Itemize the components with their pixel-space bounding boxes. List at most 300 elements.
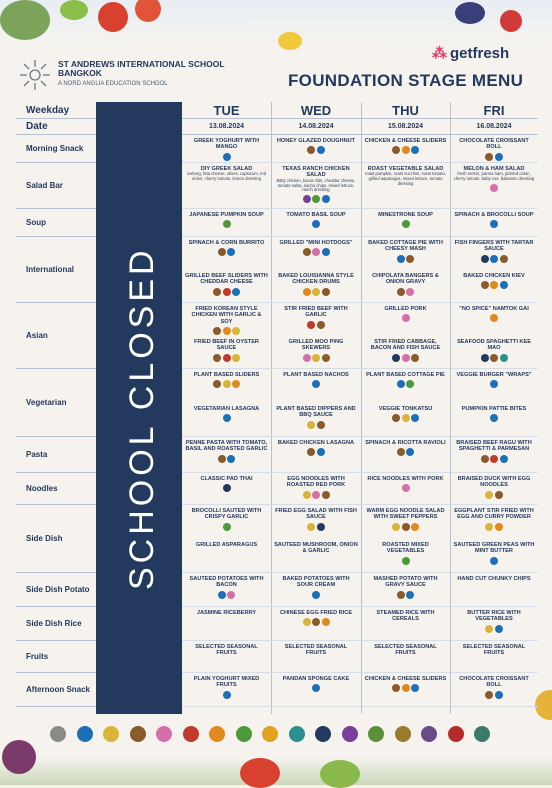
blue-allergen-icon <box>490 380 498 388</box>
menu-item-name: PLAIN YOGHURT MIXED FRUITS <box>193 676 260 689</box>
menu-item-description: BBQ chicken, bacon bits, cheddar cheese, tomato salsa, nacho chips, mixed lettuce, ranch dressing <box>276 177 356 193</box>
menu-item-name: SPINACH & BROCOLLI SOUP <box>454 212 534 218</box>
brown-allergen-icon <box>312 618 320 626</box>
menu-item <box>274 273 358 302</box>
weekday-label: Weekday <box>16 102 96 119</box>
allergen-icons <box>453 281 535 289</box>
allergen-icons <box>364 146 447 154</box>
blue-allergen-icon <box>406 448 414 456</box>
menu-item-name: GRILLED PORK <box>384 306 427 312</box>
allergen-icons <box>274 220 358 228</box>
blue-allergen-icon <box>490 220 498 228</box>
blue-allergen-icon <box>218 591 226 599</box>
menu-item-name: MASHED POTATO WITH GRAVY SAUCE <box>373 576 438 589</box>
yellow-allergen-icon <box>223 380 231 388</box>
mustard-icon <box>395 726 411 742</box>
menu-item <box>364 476 447 504</box>
date-wed: 14.08.2024 <box>271 119 361 135</box>
menu-item <box>185 406 268 436</box>
menu-item <box>185 339 268 368</box>
menu-item <box>364 610 447 640</box>
row-divider <box>182 302 538 303</box>
allergen-icons <box>274 321 358 329</box>
orange-allergen-icon <box>232 380 240 388</box>
blue-allergen-icon <box>490 414 498 422</box>
school-subtitle: A NORD ANGLIA EDUCATION SCHOOL <box>58 81 168 87</box>
menu-item <box>364 240 447 269</box>
menu-item-name: JASMINE RICEBERRY <box>196 610 257 616</box>
allergen-icons <box>453 523 535 531</box>
day-header-wed: WED <box>271 102 361 119</box>
menu-item-name: ROASTED MIXED VEGETABLES <box>382 542 429 555</box>
allergen-icons <box>274 288 358 296</box>
brown-allergen-icon <box>213 380 221 388</box>
menu-item <box>185 138 268 162</box>
row-divider <box>182 672 538 673</box>
allergen-icons <box>453 255 535 263</box>
menu-item-name: BAKED CHICKEN KIEV <box>463 273 525 279</box>
menu-item <box>453 576 535 606</box>
allergen-icons <box>453 491 535 499</box>
orange-allergen-icon <box>490 314 498 322</box>
yellow-allergen-icon <box>307 523 315 531</box>
allergen-icons <box>274 380 358 388</box>
allergen-icons <box>453 414 535 422</box>
brown-allergen-icon <box>411 354 419 362</box>
menu-item <box>364 508 447 538</box>
brown-allergen-icon <box>397 448 405 456</box>
menu-item-name: CHIPOLATA BANGERS & ONION GRAVY <box>372 273 439 286</box>
brown-allergen-icon <box>490 354 498 362</box>
menu-item-name: MELON & HAM SALAD <box>463 166 525 172</box>
yellow-allergen-icon <box>303 618 311 626</box>
menu-item-name: EGGPLANT STIR FRIED WITH EGG AND CURRY POWDER <box>454 508 534 521</box>
row-label: Asian <box>16 303 96 369</box>
menu-item-name: CHICKEN & CHEESE SLIDERS <box>364 138 447 144</box>
menu-item <box>274 138 358 162</box>
menu-item <box>364 644 447 672</box>
allergen-icons <box>364 220 447 228</box>
menu-item-name: CHICKEN & CHEESE SLIDERS <box>364 676 447 682</box>
allergen-icons <box>274 421 358 429</box>
menu-item-name: TEXAS RANCH CHICKEN SALAD <box>282 166 350 179</box>
allergen-icons <box>364 288 447 296</box>
pink-allergen-icon <box>406 288 414 296</box>
lime-decoration <box>60 0 88 20</box>
yellow-allergen-icon <box>312 354 320 362</box>
allergen-icons <box>364 684 447 692</box>
yellow-allergen-icon <box>485 491 493 499</box>
allergen-icons <box>453 354 535 362</box>
orange-allergen-icon <box>322 618 330 626</box>
menu-item-description: iceberg, feta cheese, olives, capsicum, red onion, cherry tomato, lemon dressing <box>186 171 267 182</box>
menu-item-name: BAKED COTTAGE PIE WITH CHEESY MASH <box>368 240 443 253</box>
blue-allergen-icon <box>406 591 414 599</box>
brown-allergen-icon <box>392 414 400 422</box>
menu-item-name: BROCOLLI SAUTED WITH CRISPY GARLIC <box>191 508 262 521</box>
allergen-icons <box>364 591 447 599</box>
row-divider <box>182 606 538 607</box>
blue-allergen-icon <box>232 288 240 296</box>
menu-item <box>185 372 268 402</box>
allergen-icons <box>185 691 268 699</box>
brown-allergen-icon <box>218 455 226 463</box>
blue-allergen-icon <box>317 448 325 456</box>
orange-allergen-icon <box>402 684 410 692</box>
brown-allergen-icon <box>213 327 221 335</box>
date-fri: 16.08.2024 <box>450 119 538 135</box>
allergen-icons <box>274 491 358 499</box>
day-header-thu: THU <box>361 102 450 119</box>
yellow-allergen-icon <box>303 491 311 499</box>
allergen-icons <box>185 354 268 362</box>
purple-allergen-icon <box>303 195 311 203</box>
allergen-icons <box>274 354 358 362</box>
yellow-allergen-icon <box>485 523 493 531</box>
menu-item <box>453 542 535 572</box>
menu-item-name: VEGGIE TONKATSU <box>378 406 433 412</box>
allergen-icons <box>453 691 535 699</box>
menu-item-name: SELECTED SEASONAL FRUITS <box>195 644 258 657</box>
allergen-icons <box>274 248 358 256</box>
blue-allergen-icon <box>411 146 419 154</box>
pork-icon <box>156 726 172 742</box>
row-divider <box>182 504 538 505</box>
red-allergen-icon <box>307 321 315 329</box>
school-closed-label: SCHOOL CLOSED <box>123 246 161 590</box>
brown-allergen-icon <box>485 691 493 699</box>
navy-allergen-icon <box>481 255 489 263</box>
pink-allergen-icon <box>402 354 410 362</box>
allergen-icons <box>364 314 447 322</box>
allergen-icons <box>453 625 535 633</box>
brown-allergen-icon <box>495 491 503 499</box>
allergen-icons <box>274 195 358 203</box>
blue-allergen-icon <box>312 380 320 388</box>
menu-item <box>185 676 268 706</box>
pink-allergen-icon <box>312 248 320 256</box>
brown-allergen-icon <box>397 591 405 599</box>
menu-item-name: MINESTRONE SOUP <box>378 212 433 218</box>
menu-item <box>274 339 358 368</box>
menu-item-name: GRILLED BEEF SLIDERS WITH CHEDDAR CHEESE <box>185 273 268 286</box>
row-label: Noodles <box>16 473 96 505</box>
menu-item-name: TOMATO BASIL SOUP <box>286 212 346 218</box>
allergen-legend <box>50 726 500 752</box>
row-label: Salad Bar <box>16 163 96 209</box>
blue-allergen-icon <box>397 255 405 263</box>
brand-name: getfresh <box>450 45 510 62</box>
menu-item-name: PLANT BASED COTTAGE PIE <box>366 372 445 378</box>
menu-item-name: PLANT BASED SLIDERS <box>193 372 260 378</box>
menu-item-name: PENNE PASTA WITH TOMATO, BASIL AND ROASTED GARLIC <box>185 440 268 453</box>
blue-allergen-icon <box>227 248 235 256</box>
brown-allergen-icon <box>397 288 405 296</box>
brown-allergen-icon <box>317 321 325 329</box>
allergen-icons <box>185 220 268 228</box>
menu-item <box>453 508 535 538</box>
chicken-icon <box>209 726 225 742</box>
menu-item <box>185 576 268 606</box>
brown-allergen-icon <box>500 255 508 263</box>
blue-allergen-icon <box>411 684 419 692</box>
menu-item-name: VEGGIE BURGER "WRAPS" <box>456 372 532 378</box>
menu-item <box>274 610 358 640</box>
allergen-icons <box>364 255 447 263</box>
row-label: International <box>16 237 96 303</box>
wheat-icon <box>130 726 146 742</box>
school-name-line2: BANGKOK <box>58 68 102 78</box>
menu-item-name: GRILLED ASPARAGUS <box>195 542 258 548</box>
menu-item <box>453 676 535 706</box>
menu-item <box>185 542 268 572</box>
allergen-icons <box>185 414 268 422</box>
blue-allergen-icon <box>500 281 508 289</box>
tomatoes-decoration <box>240 758 280 788</box>
date-tue: 13.08.2024 <box>182 119 271 135</box>
shellfish-icon <box>474 726 490 742</box>
grapes-decoration <box>320 760 360 788</box>
menu-item-name: SAUTEED MUSHROOM, ONION & GARLIC <box>274 542 358 555</box>
row-divider <box>182 706 538 707</box>
menu-item-name: BAKED CHICKEN LASAGNA <box>277 440 355 446</box>
menu-item-name: GREEK YOGHURT WITH MANGO <box>193 138 260 151</box>
orange-allergen-icon <box>402 146 410 154</box>
day-header-tue: TUE <box>182 102 271 119</box>
allergen-icons <box>364 523 447 531</box>
orange-allergen-icon <box>490 281 498 289</box>
column-divider <box>450 102 451 714</box>
menu-item-name: JAPANESE PUMPKIN SOUP <box>189 212 264 218</box>
menu-item-name: CHINESE EGG FRIED RICE <box>279 610 353 616</box>
menu-item <box>364 576 447 606</box>
allergen-icons <box>274 448 358 456</box>
menu-item <box>364 372 447 402</box>
menu-item-name: STIR FRIED CABBAGE, BACON AND FISH SAUCE <box>370 339 441 352</box>
egg-icon <box>236 726 252 742</box>
onion-decoration <box>2 740 36 774</box>
menu-item <box>364 306 447 335</box>
row-divider <box>182 572 538 573</box>
menu-item-name: FRIED KOREAN STYLE CHICKEN WITH GARLIC & SOY <box>191 306 262 325</box>
blue-allergen-icon <box>312 684 320 692</box>
menu-item <box>453 440 535 472</box>
menu-item-name: PANDAN SPONGE CAKE <box>282 676 350 682</box>
menu-item-name: PUMPKIN PATTIE BITES <box>461 406 527 412</box>
brown-allergen-icon <box>402 523 410 531</box>
spicy-icon <box>448 726 464 742</box>
menu-item <box>364 212 447 236</box>
menu-item <box>274 576 358 606</box>
menu-item <box>274 542 358 572</box>
row-label: Side Dish Potato <box>16 573 96 607</box>
menu-item <box>453 644 535 672</box>
menu-item-name: EGG NOODLES WITH ROASTED RED PORK <box>286 476 346 489</box>
allergen-icons <box>364 448 447 456</box>
blue-allergen-icon <box>495 625 503 633</box>
pink-allergen-icon <box>312 491 320 499</box>
yellow-allergen-icon <box>485 625 493 633</box>
menu-item-name: DIY GREEK SALAD <box>200 166 253 172</box>
school-name <box>58 60 225 89</box>
row-label: Side Dish Rice <box>16 607 96 641</box>
allergen-icons <box>274 591 358 599</box>
row-label: Soup <box>16 209 96 237</box>
green-allergen-icon <box>312 195 320 203</box>
allergen-icons <box>453 557 535 565</box>
pink-allergen-icon <box>402 314 410 322</box>
blue-allergen-icon <box>312 220 320 228</box>
menu-item-name: SPINACH & CORN BURRITO <box>188 240 265 246</box>
menu-item-name: FISH FINGERS WITH TARTAR SAUCE <box>454 240 534 253</box>
vegan-icon <box>103 726 119 742</box>
row-divider <box>182 472 538 473</box>
row-label: Side Dish <box>16 505 96 573</box>
allergen-icons <box>453 314 535 322</box>
menu-item <box>364 138 447 162</box>
menu-item-name: SELECTED SEASONAL FRUITS <box>462 644 526 657</box>
brown-allergen-icon <box>317 421 325 429</box>
brown-allergen-icon <box>406 255 414 263</box>
allergen-icons <box>185 327 268 335</box>
celery-icon <box>50 726 66 742</box>
soy-icon <box>368 726 384 742</box>
menu-item-description: roast pumpkin, roast zucchini, roast tomato, grilled asparagus, mixed lettuce, tomato dressing <box>365 171 446 186</box>
navy-allergen-icon <box>223 484 231 492</box>
blue-allergen-icon <box>227 455 235 463</box>
allergen-icons <box>185 523 268 531</box>
menu-item <box>364 406 447 436</box>
yellow-allergen-icon <box>312 288 320 296</box>
tomato-decoration <box>98 2 128 32</box>
menu-item <box>274 644 358 672</box>
menu-item <box>364 339 447 368</box>
brown-allergen-icon <box>218 248 226 256</box>
menu-item-name: FRIED EGG SALAD WITH FISH SAUCE <box>275 508 357 521</box>
allergen-icons <box>274 684 358 692</box>
menu-item <box>364 166 447 208</box>
blue-allergen-icon <box>317 146 325 154</box>
menu-item <box>185 476 268 504</box>
menu-table <box>16 102 538 714</box>
menu-item-name: HONEY GLAZED DOUGHNUT <box>276 138 356 144</box>
nuts-icon <box>421 726 437 742</box>
allergen-icons <box>185 248 268 256</box>
allergen-icons <box>453 220 535 228</box>
allergen-icons <box>453 455 535 463</box>
allergen-icons <box>364 354 447 362</box>
menu-item <box>274 406 358 436</box>
menu-item <box>453 406 535 436</box>
menu-item-name: BAKED POTATOES WITH SOUR CREAM <box>282 576 350 589</box>
menu-item-name: BRAISED DUCK WITH EGG NOODLES <box>457 476 531 489</box>
pink-allergen-icon <box>402 484 410 492</box>
menu-item-name: RICE NOODLES WITH PORK <box>367 476 444 482</box>
blue-allergen-icon <box>490 557 498 565</box>
menu-item <box>453 138 535 162</box>
row-label: Fruits <box>16 641 96 673</box>
menu-item-name: PLANT BASED NACHOS <box>283 372 349 378</box>
menu-item-name: SELECTED SEASONAL FRUITS <box>284 644 348 657</box>
brown-allergen-icon <box>481 455 489 463</box>
menu-item-description: fresh melon, parma ham, pickled onion, cherry tomato, baby cos, balsamic dressing <box>453 171 535 182</box>
blue-allergen-icon <box>223 691 231 699</box>
menu-item-name: WARM EGG NOODLE SALAD WITH SWEET PEPPERS <box>366 508 445 521</box>
date-label: Date <box>16 119 96 135</box>
fish-icon <box>315 726 331 742</box>
menu-item <box>274 306 358 335</box>
green-allergen-icon <box>406 380 414 388</box>
vegetarian-icon <box>289 726 305 742</box>
pink-allergen-icon <box>490 184 498 192</box>
brown-allergen-icon <box>322 288 330 296</box>
teal-allergen-icon <box>500 354 508 362</box>
peanut-icon <box>262 726 278 742</box>
menu-item-name: CHOCOLATE CROISSANT ROLL <box>459 138 529 151</box>
day-header-fri: FRI <box>450 102 538 119</box>
column-divider <box>361 102 362 714</box>
row-divider <box>182 368 538 369</box>
menu-item-name: STIR FRIED BEEF WITH GARLIC <box>284 306 348 319</box>
orange-allergen-icon <box>223 327 231 335</box>
brown-allergen-icon <box>485 153 493 161</box>
menu-item <box>453 476 535 504</box>
brown-allergen-icon <box>213 288 221 296</box>
row-label: Pasta <box>16 437 96 473</box>
orange-allergen-icon <box>303 288 311 296</box>
green-allergen-icon <box>402 557 410 565</box>
column-divider <box>271 102 272 714</box>
menu-item-name: BAKED LOUISIANNA STYLE CHICKEN DRUMS <box>278 273 354 286</box>
allergen-icons <box>364 484 447 492</box>
menu-item <box>364 273 447 302</box>
blue-allergen-icon <box>322 248 330 256</box>
menu-item <box>274 372 358 402</box>
menu-item <box>364 440 447 472</box>
brown-allergen-icon <box>322 491 330 499</box>
row-label: Morning Snack <box>16 135 96 163</box>
row-divider <box>182 208 538 209</box>
blue-allergen-icon <box>223 414 231 422</box>
row-label: Afternoon Snack <box>16 673 96 707</box>
brown-allergen-icon <box>392 146 400 154</box>
blue-allergen-icon <box>397 380 405 388</box>
allergen-icons <box>185 484 268 492</box>
green-allergen-icon <box>223 220 231 228</box>
allergen-icons <box>364 414 447 422</box>
allergen-icons <box>364 557 447 565</box>
navy-allergen-icon <box>481 354 489 362</box>
blue-allergen-icon <box>322 195 330 203</box>
leaf-decoration <box>0 0 50 40</box>
menu-item <box>453 166 535 208</box>
strawberry-decoration <box>500 10 522 32</box>
menu-item-name: CHOCOLATE CROISSANT ROLL <box>459 676 529 689</box>
menu-item <box>274 476 358 504</box>
menu-item-name: VEGETARIAN LASAGNA <box>193 406 260 412</box>
menu-item <box>274 676 358 706</box>
brown-allergen-icon <box>322 354 330 362</box>
allergen-icons <box>453 153 535 161</box>
menu-item <box>453 339 535 368</box>
allergen-icons <box>453 380 535 388</box>
menu-item <box>185 440 268 472</box>
menu-item-name: FRIED BEEF IN OYSTER SAUCE <box>194 339 259 352</box>
menu-item-name: SPINACH & RICOTTA RAVIOLI <box>365 440 446 446</box>
menu-item <box>185 306 268 335</box>
yellow-allergen-icon <box>402 414 410 422</box>
brown-allergen-icon <box>481 281 489 289</box>
